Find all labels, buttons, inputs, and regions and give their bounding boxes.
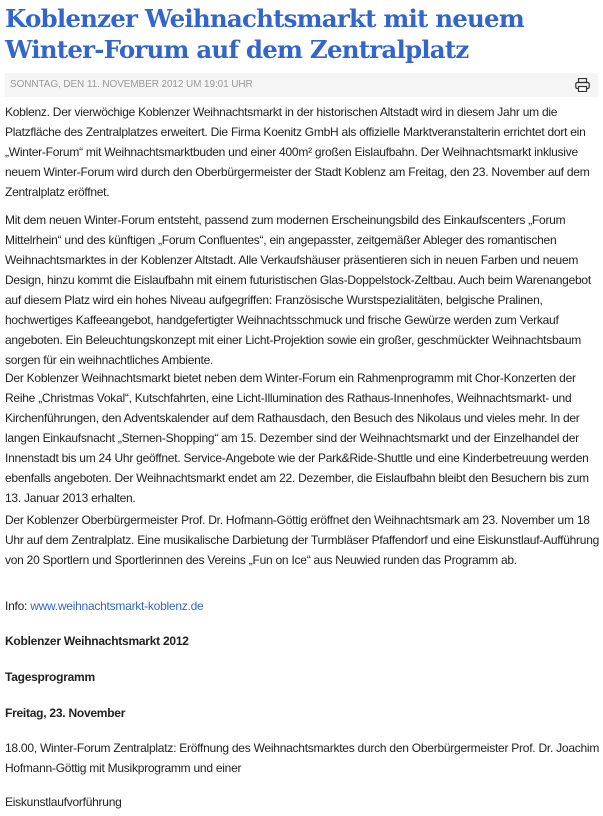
section-heading: Koblenzer Weihnachtsmarkt 2012 <box>5 634 189 648</box>
article-meta-bar <box>5 73 598 97</box>
section-heading: Freitag, 23. November <box>5 706 126 720</box>
article <box>5 0 600 809</box>
article-title: Koblenzer Weihnachtsmarkt mit neuem Winter-Forum auf dem Zentralplatz <box>5 4 524 64</box>
section-heading: Tagesprogramm <box>5 670 95 684</box>
program-entry: Eiskunstlaufvorführung <box>5 795 122 809</box>
publish-date: SONNTAG, DEN 11. NOVEMBER 2012 UM 19:01 UHR <box>10 79 253 90</box>
printer-icon[interactable] <box>575 78 590 92</box>
info-line <box>5 596 203 616</box>
program-entry: 18.00, Winter-Forum Zentralplatz: Eröffnung des Weihnachtsmarktes durch den Oberbürgermeister Prof. Dr. Joachim Hofmann-Göttig mit Musikprogramm und einer <box>5 741 600 775</box>
paragraph: Der Koblenzer Weihnachtsmarkt bietet neben dem Winter-Forum ein Rahmenprogramm mit Chor-Konzerten der Reihe „Christmas Vokal“, Kutschfahrten, eine Licht-Illumination des Rathaus-Innenhofes, Weihnachtsmarkt- und Kirchenführungen, den Adventskalender auf dem Rathausdach, den Besuch des Nikolaus und vieles mehr. In der langen Einkaufsnacht „Sternen-Shopping“ am 15. Dezember sind der Weihnachtsmarkt und der Einzelhandel der Innenstadt bis um 24 Uhr geöffnet. Service-Angebote wie der Park&Ride-Shuttle und eine Kinderbetreuung werden ebenfalls angeboten. Der Weihnachtsmarkt endet am 22. Dezember, die Eislaufbahn bleibt den Besuchern bis zum 13. Januar 2013 erhalten. <box>5 371 589 505</box>
paragraph: Mit dem neuen Winter-Forum entsteht, passend zum modernen Erscheinungsbild des Einkaufscenters „Forum Mittelrhein“ und des künftigen „Forum Confluentes“, ein angepasster, zeitgemäßer Ableger des romantischen Weihnachtsmarktes in der Koblenzer Altstadt. Alle Verkaufshäuser präsentieren sich in neuen Farben und neuem Design, hinzu kommt die Eislaufbahn mit einem futuristischen Glas-Doppelstock-Zeltbau. Auch beim Warenangebot auf diesem Platz wird ein hohes Niveau aufgegriffen: Französische Wurstspezialitäten, belgische Pralinen, hochwertiges Kaffeeangebot, handgefertigter Weihnachtsschmuck und frische Gewürze werden zum Verkauf angeboten. Ein Beleuchtungskonzept mit einer Licht-Projektion sowie ein großer, geschmückter Weihnachtsbaum sorgen für ein weihnachtliches Ambiente. <box>5 213 591 367</box>
info-label: Info: <box>5 599 31 613</box>
paragraph: Koblenz. Der vierwöchige Koblenzer Weihnachtsmarkt in der historischen Altstadt wird in diesem Jahr um die Platzfläche des Zentralplatzes erweitert. Die Firma Koenitz GmbH als offizielle Marktveranstalterin errichtet dort ein „Winter-Forum“ mit Weihnachtsmarktbuden und einer 400m² großen Eislaufbahn. Der Weihnachtsmarkt inklusive neuem Winter-Forum wird durch den Oberbürgermeister der Stadt Koblenz am Freitag, den 23. November auf dem Zentralplatz eröffnet. <box>5 105 590 199</box>
paragraph: Der Koblenzer Oberbürgermeister Prof. Dr. Hofmann-Göttig eröffnet den Weihnachtsmark am 23. November um 18 Uhr auf dem Zentralplatz. Eine musikalische Darbietung der Turmbläser Pfaffendorf und eine Eiskunstlauf-Aufführung von 20 Sportlern und Sportlerinnen des Vereins „Fun on Ice“ aus Neuwied runden das Programm ab. <box>5 513 600 567</box>
info-link[interactable]: www.weihnachtsmarkt-koblenz.de <box>30 599 204 613</box>
